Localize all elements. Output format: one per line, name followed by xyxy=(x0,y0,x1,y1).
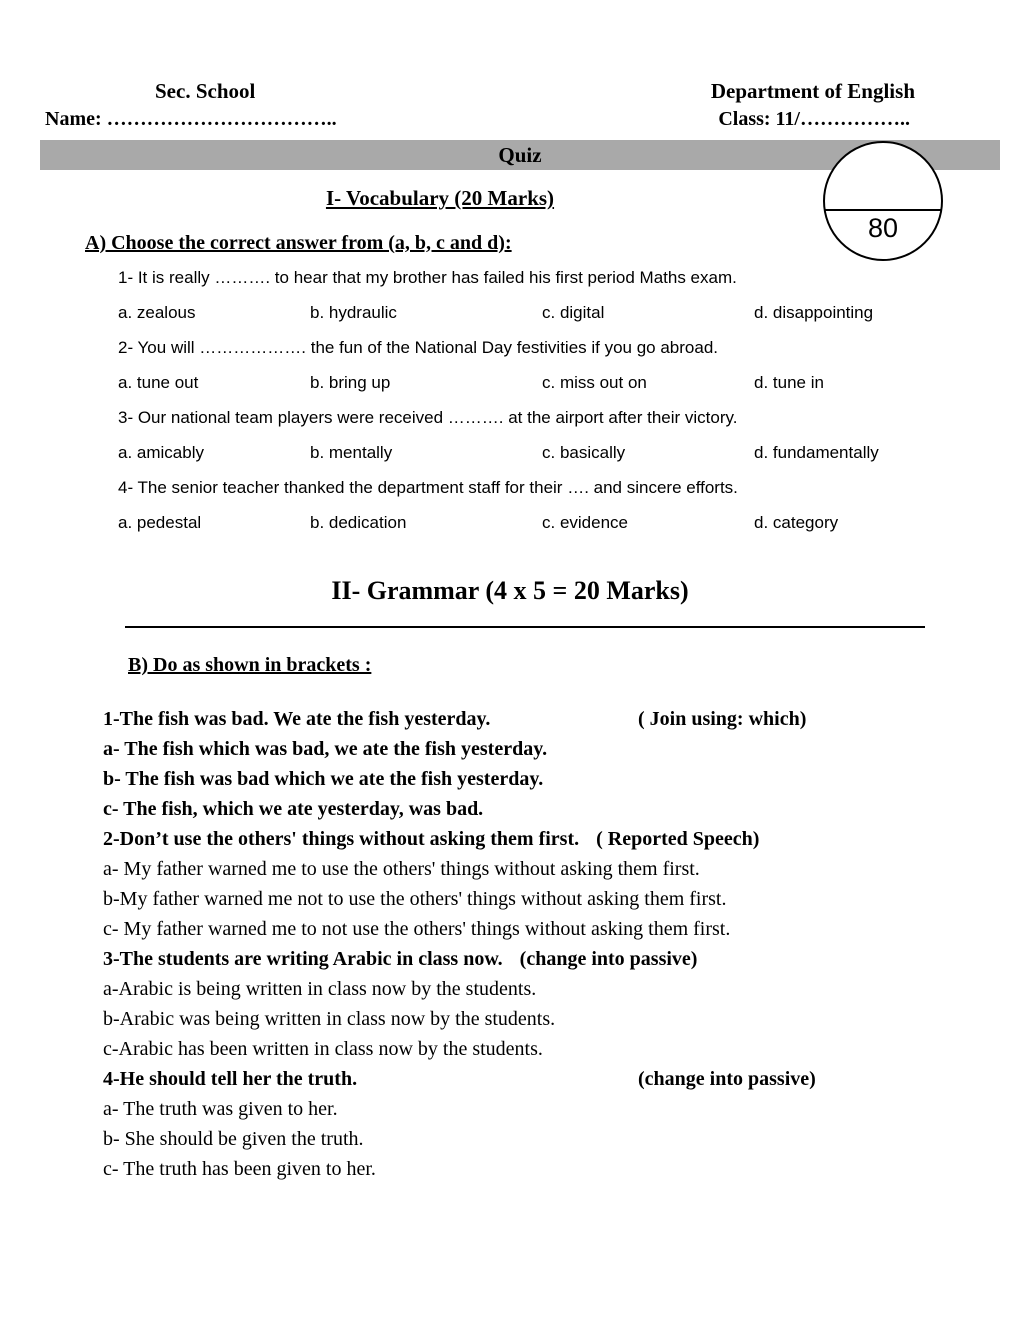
grammar-question-bracket: ( Join using: which) xyxy=(638,708,807,730)
grammar-choice-a: a- The fish which was bad, we ate the fish yesterday. xyxy=(103,738,548,760)
grammar-question-2 xyxy=(103,824,970,944)
vocab-question-text: 4- The senior teacher thanked the department staff for their …. and sincere efforts. xyxy=(118,478,738,497)
vocab-option-c: c. digital xyxy=(542,303,605,322)
grammar-choice-a: a- My father warned me to use the others' things without asking them first. xyxy=(103,858,700,880)
grammar-question-line xyxy=(103,704,970,734)
grammar-choice-c: c-Arabic has been written in class now by the students. xyxy=(103,1038,543,1060)
grammar-question-line xyxy=(103,1064,970,1094)
section-divider-line xyxy=(125,626,925,628)
grammar-choice-c: c- The fish, which we ate yesterday, was bad. xyxy=(103,798,484,820)
vocab-option-c: c. basically xyxy=(542,443,626,462)
vocab-option-d: d. disappointing xyxy=(754,303,874,322)
grammar-question-text: 1-The fish was bad. We ate the fish yesterday. xyxy=(103,708,491,730)
score-value: 80 xyxy=(867,212,899,243)
grammar-question-bracket: (change into passive) xyxy=(519,948,698,970)
vocabulary-instruction: A) Choose the correct answer from (a, b, c and d): xyxy=(85,232,512,254)
vocab-question-1 xyxy=(118,260,980,330)
vocab-option-a: a. amicably xyxy=(118,443,204,462)
vocab-option-c: c. evidence xyxy=(542,513,628,532)
grammar-question-bracket: ( Reported Speech) xyxy=(596,828,760,850)
quiz-banner: Quiz xyxy=(40,140,1000,170)
class-field: Class: 11/…………….. xyxy=(718,108,910,130)
grammar-choice-c: c- My father warned me to not use the others' things without asking them first. xyxy=(103,918,731,940)
grammar-question-3 xyxy=(103,944,970,1064)
vocab-option-a: a. pedestal xyxy=(118,513,202,532)
department-title: Department of English xyxy=(710,79,915,103)
vocab-option-a: a. zealous xyxy=(118,303,196,322)
vocabulary-section-title: I- Vocabulary (20 Marks) xyxy=(325,186,555,210)
vocab-question-2 xyxy=(118,330,980,400)
vocab-option-b: b. mentally xyxy=(310,443,393,462)
vocab-options xyxy=(118,505,980,540)
document-header xyxy=(0,0,1020,104)
grammar-question-text: 4-He should tell her the truth. xyxy=(103,1068,358,1090)
grammar-choice-b: b- She should be given the truth. xyxy=(103,1128,364,1150)
grammar-choice-b: b-My father warned me not to use the others' things without asking them first. xyxy=(103,888,727,910)
grammar-instruction: B) Do as shown in brackets : xyxy=(128,654,372,676)
grammar-question-line xyxy=(103,824,970,854)
vocab-option-d: d. category xyxy=(754,513,839,532)
vocab-option-a: a. tune out xyxy=(118,373,199,392)
grammar-section-title: II- Grammar (4 x 5 = 20 Marks) xyxy=(331,576,689,605)
grammar-question-1 xyxy=(103,704,970,824)
vocab-question-3 xyxy=(118,400,980,470)
school-title: Sec. School xyxy=(155,79,256,103)
vocab-option-b: b. hydraulic xyxy=(310,303,397,322)
vocab-question-text: 2- You will ………………. the fun of the National Day festivities if you go abroad. xyxy=(118,338,719,357)
vocab-option-b: b. dedication xyxy=(310,513,407,532)
grammar-choice-c: c- The truth has been given to her. xyxy=(103,1158,376,1180)
vocab-option-b: b. bring up xyxy=(310,373,391,392)
vocab-option-d: d. tune in xyxy=(754,373,824,392)
vocab-options xyxy=(118,295,980,330)
grammar-question-text: 3-The students are writing Arabic in class now. xyxy=(103,948,503,970)
vocab-question-text: 3- Our national team players were received ………. at the airport after their victory. xyxy=(118,408,738,427)
grammar-choice-a: a- The truth was given to her. xyxy=(103,1098,338,1120)
vocab-question-text: 1- It is really ………. to hear that my brother has failed his first period Maths exam. xyxy=(118,268,737,287)
vocabulary-questions xyxy=(118,260,980,540)
name-class-row xyxy=(0,104,1020,132)
grammar-question-line xyxy=(103,944,970,974)
name-field: Name: …………………………….. xyxy=(45,108,337,130)
grammar-choice-a: a-Arabic is being written in class now by the students. xyxy=(103,978,537,1000)
grammar-question-bracket: (change into passive) xyxy=(638,1068,816,1090)
grammar-question-4 xyxy=(103,1064,970,1184)
score-divider-line xyxy=(825,209,941,211)
grammar-choice-b: b-Arabic was being written in class now by the students. xyxy=(103,1008,556,1030)
grammar-question-text: 2-Don’t use the others' things without asking them first. xyxy=(103,828,580,850)
vocab-options xyxy=(118,435,980,470)
grammar-questions xyxy=(103,704,970,1184)
vocab-question-4 xyxy=(118,470,980,540)
vocab-option-c: c. miss out on xyxy=(542,373,647,392)
vocab-options xyxy=(118,365,980,400)
grammar-choice-b: b- The fish was bad which we ate the fish yesterday. xyxy=(103,768,544,790)
score-circle xyxy=(823,141,943,261)
vocab-option-d: d. fundamentally xyxy=(754,443,879,462)
